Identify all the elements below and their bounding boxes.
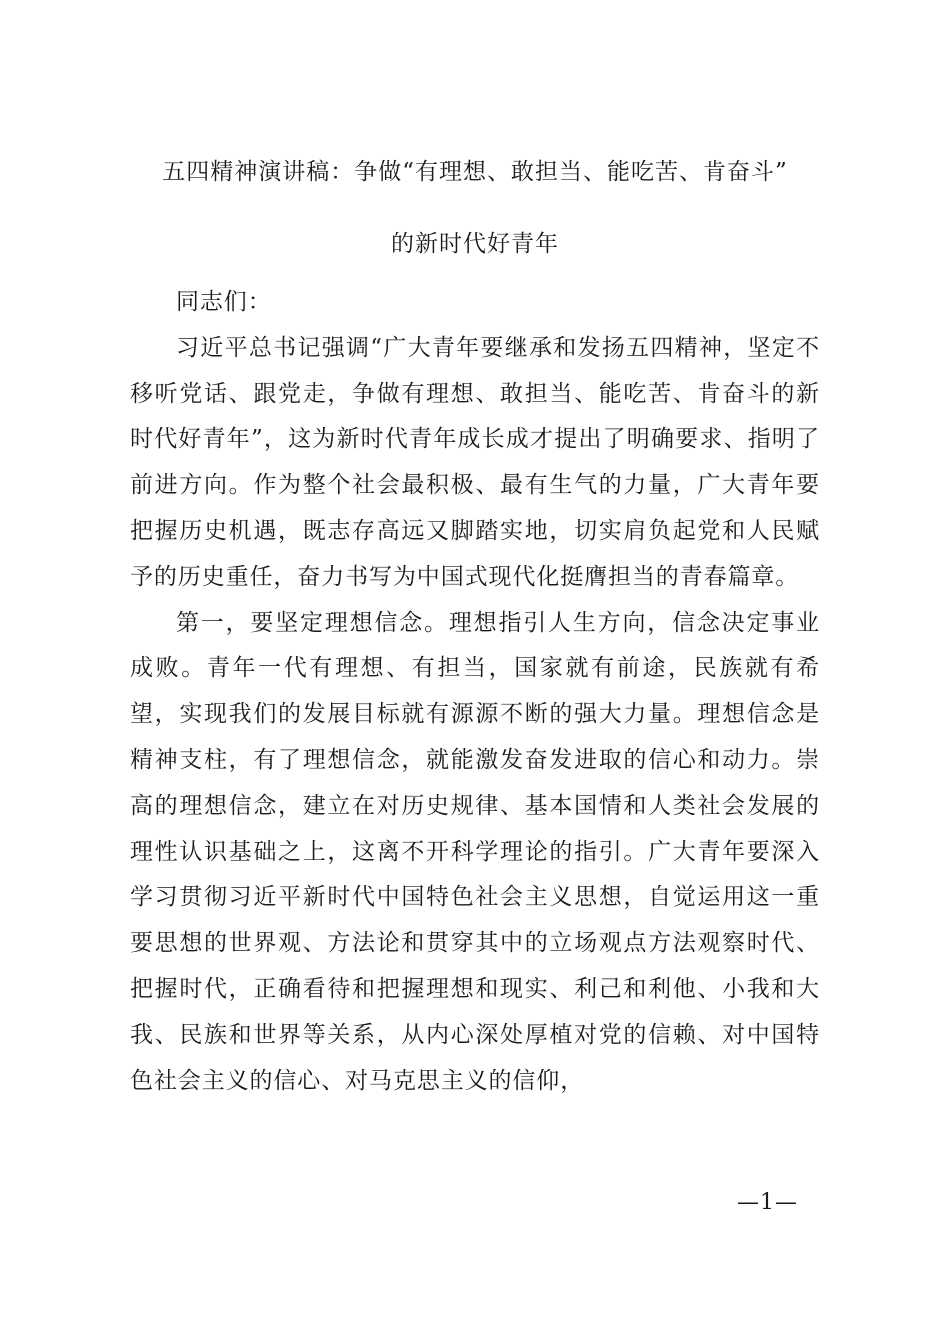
- document-title-line-1: 五四精神演讲稿：争做“有理想、敢担当、能吃苦、肯奋斗”: [162, 159, 788, 185]
- paragraph-first-point: 第一，要坚定理想信念。理想指引人生方向，信念决定事业成败。青年一代有理想、有担当，国家就有前途，民族就有希望，实现我们的发展目标就有源源不断的强大力量。理想信念是精神支柱，有了理想信念，就能激发奋发进取的信心和动力。崇高的理想信念，建立在对历史规律、基本国情和人类社会发展的理性认识基础之上，这离不开科学理论的指引。广大青年要深入学习贯彻习近平新时代中国特色社会主义思想，自觉运用这一重要思想的世界观、方法论和贯穿其中的立场观点方法观察时代、把握时代，正确看待和把握理想和现实、利己和利他、小我和大我、民族和世界等关系，从内心深处厚植对党的信赖、对中国特色社会主义的信心、对马克思主义的信仰，: [130, 609, 820, 1094]
- salutation: 同志们：: [176, 289, 272, 315]
- document-body: [130, 280, 820, 1104]
- paragraph-intro: 习近平总书记强调“广大青年要继承和发扬五四精神，坚定不移听党话、跟党走，争做有理想、敢担当、能吃苦、肯奋斗的新时代好青年”，这为新时代青年成长成才提出了明确要求、指明了前进方向。作为整个社会最积极、最有生气的力量，广大青年要把握历史机遇，既志存高远又脚踏实地，切实肩负起党和人民赋予的历史重任，奋力书写为中国式现代化挺膺担当的青春篇章。: [130, 334, 820, 590]
- page-number: —1—: [737, 1190, 798, 1215]
- document-title-line-2: 的新时代好青年: [391, 231, 559, 257]
